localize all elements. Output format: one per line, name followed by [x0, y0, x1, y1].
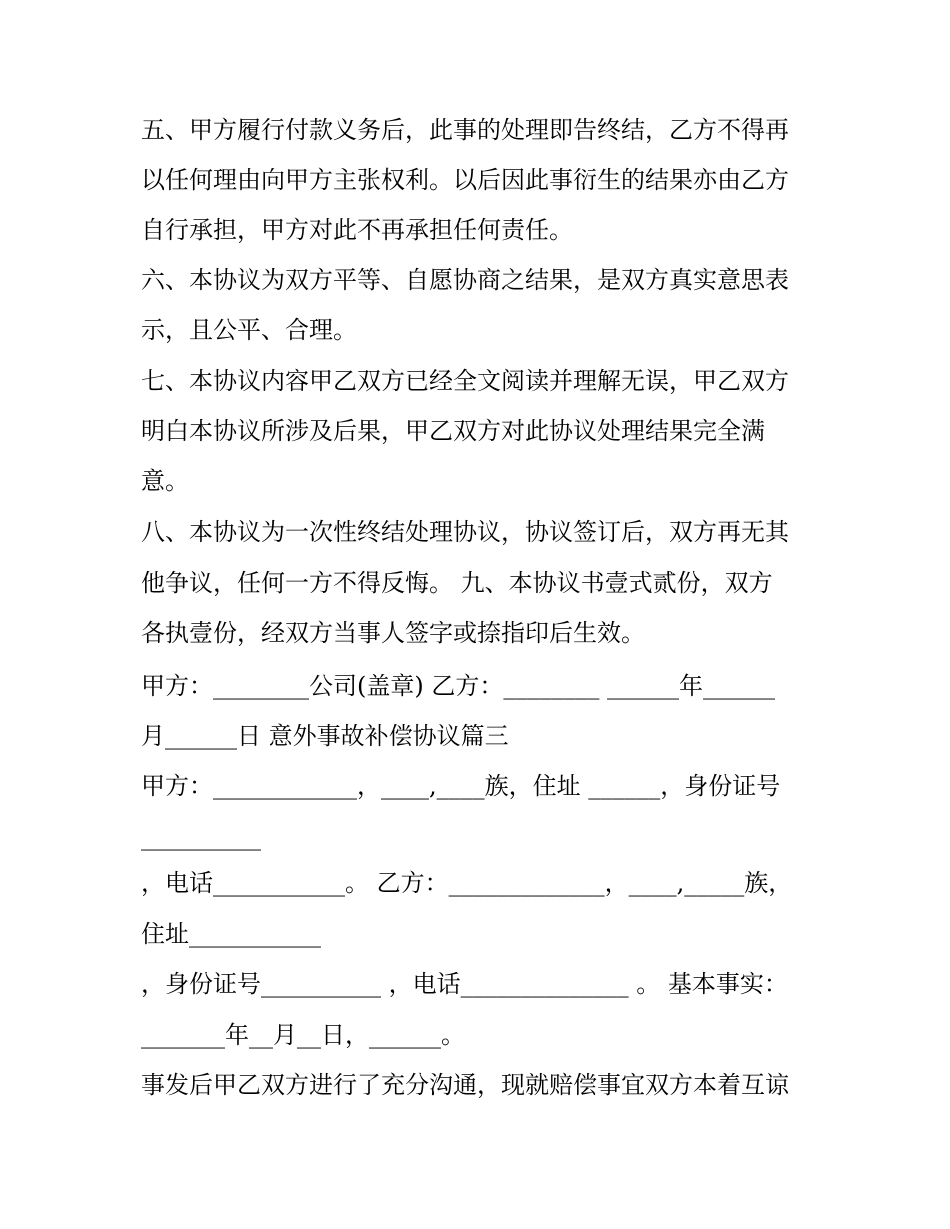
- date-line: _______年__月__日，______。: [141, 1021, 465, 1049]
- address-line: 住址___________: [141, 920, 321, 948]
- party-b-line: ，电话___________。 乙方：_____________，____,_____族，: [141, 869, 793, 897]
- text-line: 以任何理由向甲方主张权利。以后因此事衍生的结果亦由乙方: [141, 166, 789, 194]
- id-number-blank: __________: [141, 823, 261, 851]
- text-line: 明白本协议所涉及后果，甲乙双方对此协议处理结果完全满: [141, 417, 765, 445]
- text-line: 五、甲方履行付款义务后，此事的处理即告终结，乙方不得再: [141, 116, 789, 144]
- section-title-line: 月______日 意外事故补偿协议篇三: [141, 722, 509, 750]
- text-line: 自行承担，甲方对此不再承担任何责任。: [141, 216, 573, 244]
- text-line: 八、本协议为一次性终结处理协议，协议签订后，双方再无其: [141, 518, 789, 546]
- text-line: 示，且公平、合理。: [141, 316, 357, 344]
- party-a-line: 甲方：____________，____,____族，住址 ______，身份证号: [141, 772, 781, 800]
- text-line: 七、本协议内容甲乙双方已经全文阅读并理解无误，甲乙双方: [141, 367, 789, 395]
- text-line: 事发后甲乙双方进行了充分沟通，现就赔偿事宜双方本着互谅: [141, 1071, 789, 1099]
- facts-line: ，身份证号__________ ，电话______________ 。 基本事实：: [141, 970, 788, 998]
- signature-line: 甲方：________公司(盖章) 乙方：________ ______年______: [141, 672, 775, 700]
- text-line: 六、本协议为双方平等、自愿协商之结果，是双方真实意思表: [141, 266, 789, 294]
- text-line: 各执壹份，经双方当事人签字或捺指印后生效。: [141, 619, 645, 647]
- text-line: 意。: [141, 467, 189, 495]
- text-line: 他争议，任何一方不得反悔。 九、本协议书壹式贰份，双方: [141, 569, 773, 597]
